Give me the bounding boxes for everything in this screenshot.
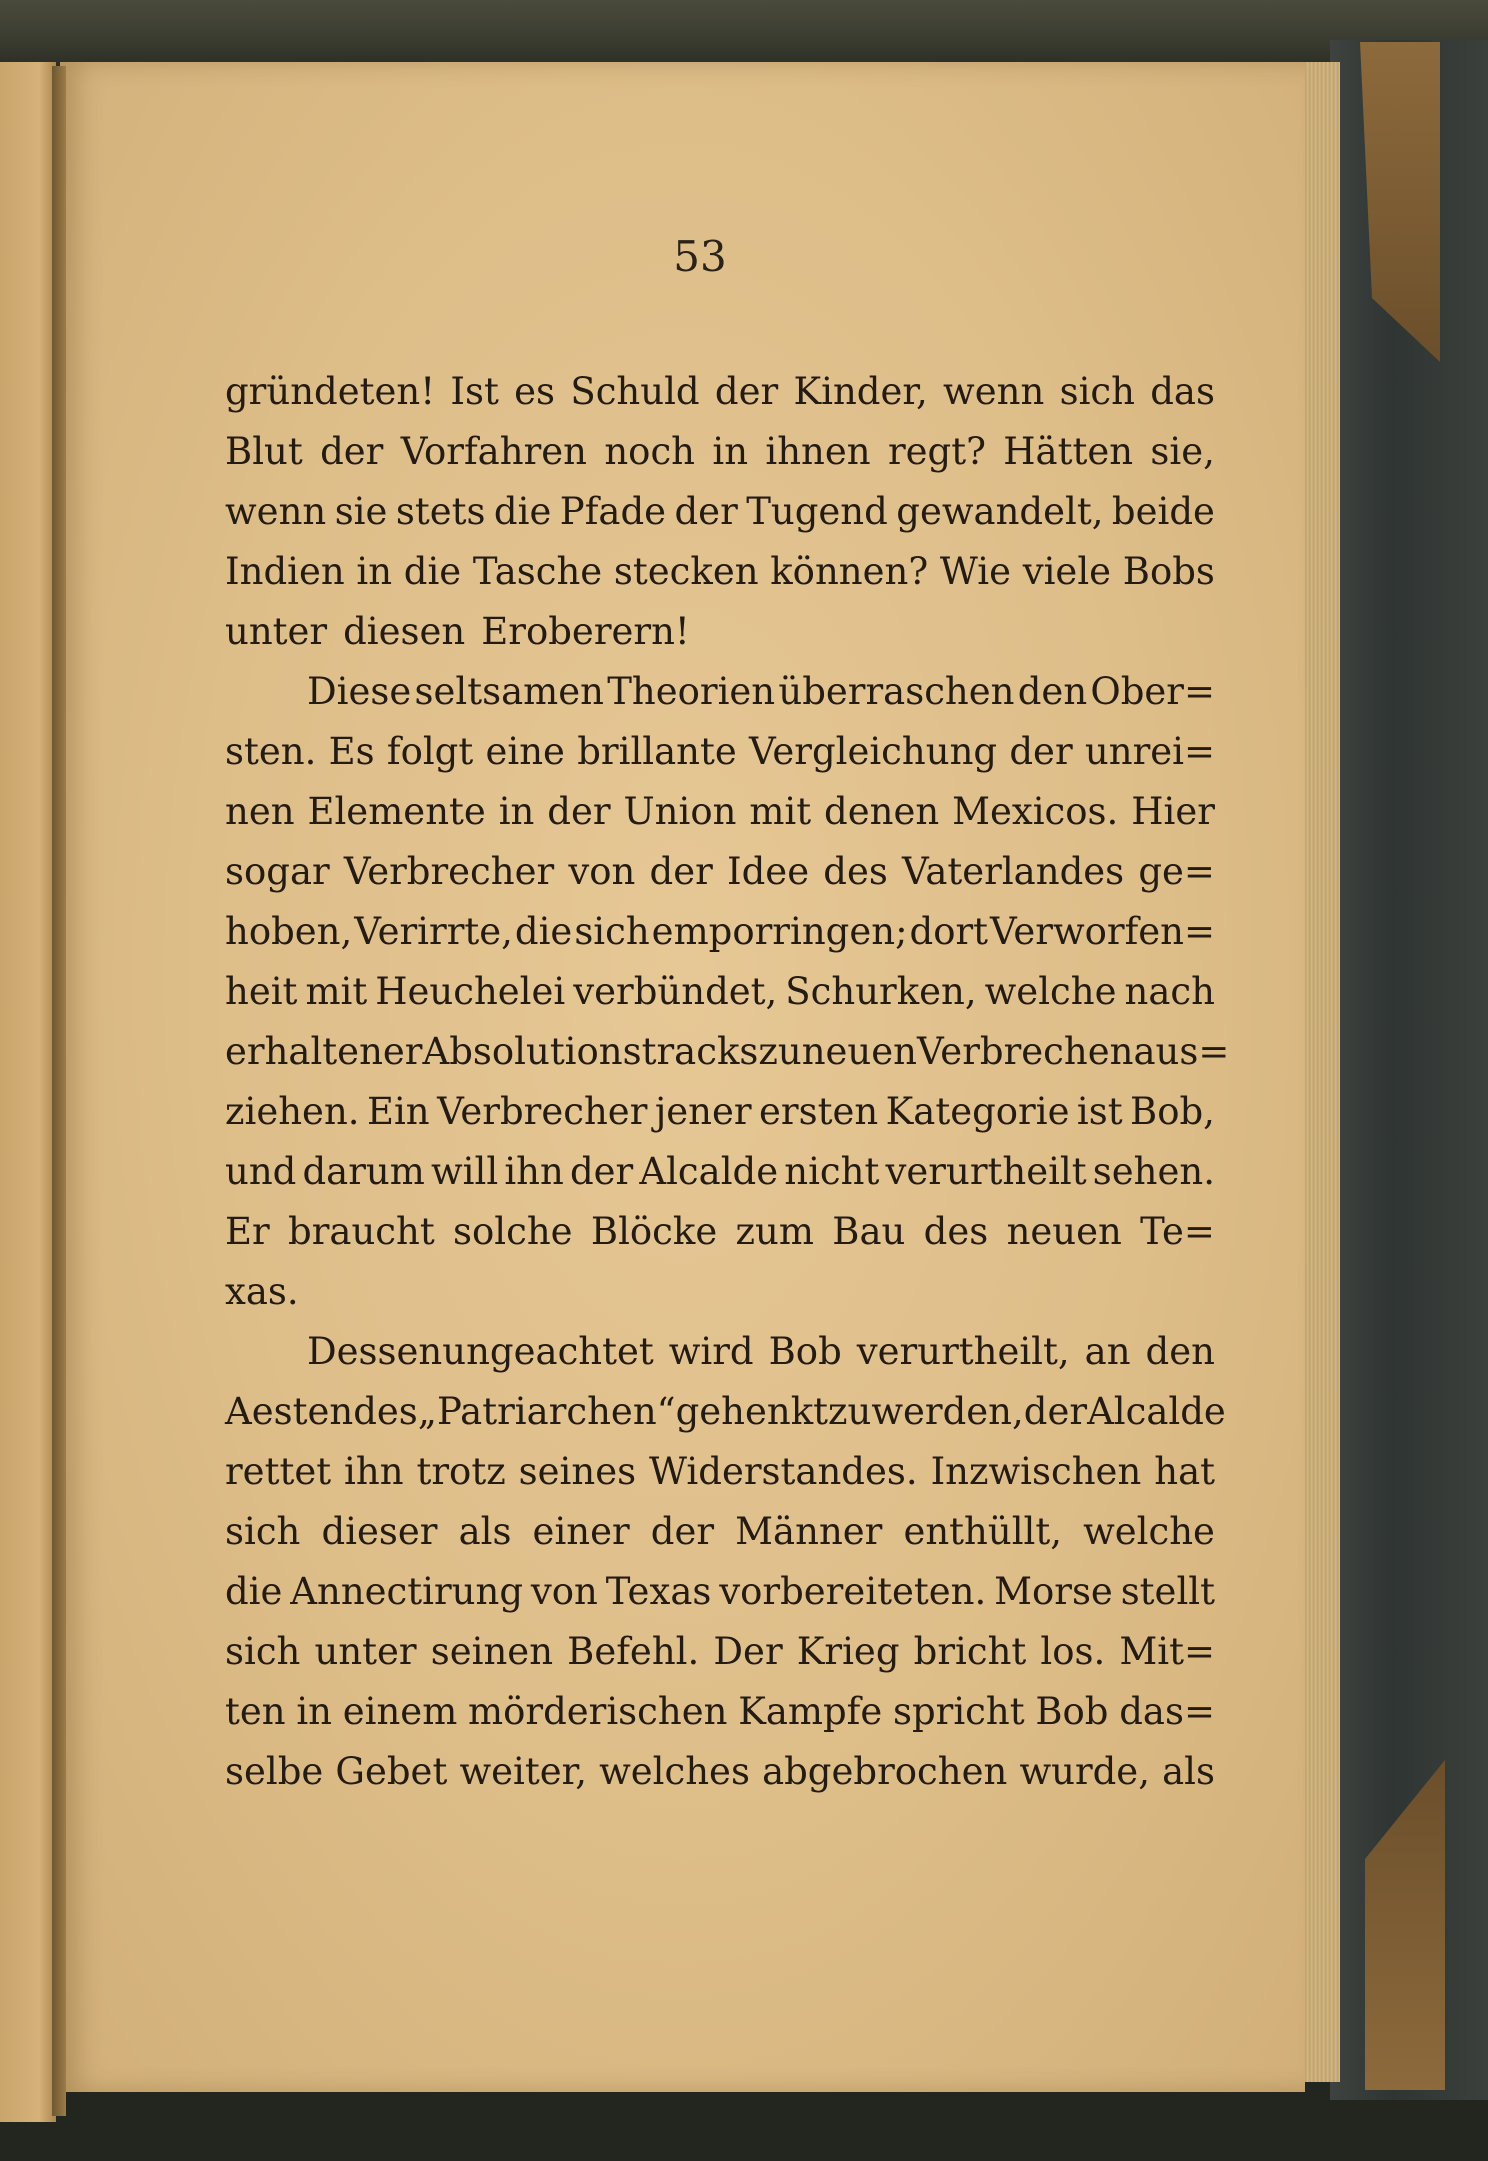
word: sogar	[225, 850, 330, 893]
word: will	[431, 1150, 499, 1193]
word: Widerstandes.	[649, 1450, 918, 1493]
word: mörderischen	[468, 1690, 728, 1733]
left-page-fragment	[0, 62, 56, 2122]
word: es	[514, 370, 556, 413]
text-line	[225, 722, 1215, 782]
text-line	[225, 842, 1215, 902]
word: „Patriarchen“	[417, 1390, 676, 1433]
word: Texas	[605, 1570, 712, 1613]
word: los.	[1040, 1630, 1106, 1673]
word: sehen.	[1092, 1150, 1215, 1193]
word: die	[225, 1570, 283, 1613]
word: Ober=	[1090, 670, 1215, 713]
word: Bob	[1035, 1690, 1109, 1733]
word: Diese	[307, 670, 412, 713]
text-line	[225, 1442, 1215, 1502]
text-line	[225, 902, 1215, 962]
text-line	[225, 782, 1215, 842]
word: ge=	[1138, 850, 1215, 893]
word: in	[498, 790, 535, 833]
word: Eroberern!	[481, 610, 690, 653]
word: sten.	[225, 730, 317, 773]
word: Alcalde	[639, 1150, 779, 1193]
word: hat	[1154, 1450, 1215, 1493]
word: in	[712, 430, 749, 473]
text-line	[225, 362, 1215, 422]
word: Mexicos.	[952, 790, 1119, 833]
word: und	[225, 1150, 297, 1193]
word: Annectirung	[290, 1570, 524, 1613]
word: der	[1009, 730, 1073, 773]
word: abgebrochen	[762, 1750, 1008, 1793]
text-line	[225, 542, 1215, 602]
word: erhaltener	[225, 1030, 423, 1073]
word: nicht	[784, 1150, 880, 1193]
word: die	[514, 910, 573, 953]
text-line	[225, 1142, 1215, 1202]
text-line	[225, 1502, 1215, 1562]
word: diesen	[343, 610, 466, 653]
word: von	[568, 850, 636, 893]
text-line	[225, 1562, 1215, 1622]
word: einer	[532, 1510, 630, 1553]
word: Aesten	[225, 1390, 354, 1433]
word: darum	[302, 1150, 425, 1193]
word: von	[530, 1570, 598, 1613]
word: Inzwischen	[930, 1450, 1142, 1493]
word: in	[356, 550, 393, 593]
word: Vergleichung	[749, 730, 998, 773]
word: jener	[654, 1090, 752, 1133]
word: Gebet	[335, 1750, 448, 1793]
word: Schuld	[570, 370, 700, 413]
word: Vaterlandes	[902, 850, 1125, 893]
word: heit	[225, 970, 298, 1013]
word: der	[649, 850, 713, 893]
word: wurde,	[1019, 1750, 1150, 1793]
text-line	[225, 1082, 1215, 1142]
text-line	[225, 1742, 1215, 1802]
word: neuen	[1006, 1210, 1122, 1253]
word: emporringen;	[651, 910, 908, 953]
word: der	[714, 370, 779, 413]
word: spricht	[892, 1690, 1025, 1733]
word: weiter,	[459, 1750, 587, 1793]
text-line	[225, 1322, 1215, 1382]
text-line	[225, 482, 1215, 542]
word: rettet	[225, 1450, 332, 1493]
word: welche	[1083, 1510, 1215, 1553]
word: den	[1017, 670, 1088, 713]
word: als	[458, 1510, 512, 1553]
word: Krieg	[796, 1630, 900, 1673]
word: Befehl.	[567, 1630, 700, 1673]
word: Ist	[450, 370, 499, 413]
word: Idee	[727, 850, 810, 893]
word: unrei=	[1084, 730, 1215, 773]
word: der	[569, 1150, 634, 1193]
word: Mit=	[1119, 1630, 1215, 1673]
word: noch	[604, 430, 696, 473]
word: ihn	[344, 1450, 404, 1493]
word: regt?	[887, 430, 986, 473]
book-top-edge	[0, 0, 1488, 70]
word: eine	[485, 730, 565, 773]
page-number: 53	[673, 232, 727, 281]
word: Heuchelei	[375, 970, 566, 1013]
word: aus=	[1133, 1030, 1230, 1073]
word: gehenkt	[675, 1390, 829, 1433]
word: Verirrte,	[354, 910, 513, 953]
word: können?	[770, 550, 929, 593]
word: Dessenungeachtet	[307, 1330, 654, 1373]
word: Pfade	[559, 490, 667, 533]
word: zu	[828, 1390, 872, 1433]
word: Theorien	[607, 670, 776, 713]
word: Es	[328, 730, 375, 773]
word: in	[296, 1690, 333, 1733]
word: Indien	[225, 550, 345, 593]
word: braucht	[288, 1210, 435, 1253]
word: Te=	[1140, 1210, 1215, 1253]
word: Hätten	[1003, 430, 1134, 473]
word: Bob,	[1130, 1090, 1215, 1133]
text-line	[225, 1382, 1226, 1442]
word: Wie	[939, 550, 1011, 593]
word: Vorfahren	[400, 430, 587, 473]
word: viele	[1022, 550, 1112, 593]
word: der	[674, 490, 738, 533]
word: Kinder,	[793, 370, 928, 413]
word: sich	[225, 1510, 301, 1553]
word: des	[923, 1210, 989, 1253]
book-page	[60, 62, 1305, 2092]
text-line	[225, 1262, 1215, 1322]
book-cover-right	[1330, 40, 1488, 2100]
word: werden,	[871, 1390, 1024, 1433]
word: der	[320, 430, 384, 473]
word: xas.	[225, 1270, 299, 1313]
word: verbündet,	[573, 970, 778, 1013]
text-line	[225, 1622, 1215, 1682]
text-line	[225, 422, 1215, 482]
word: Verworfen=	[990, 910, 1215, 953]
text-line	[225, 662, 1215, 722]
word: sie	[334, 490, 388, 533]
word: Bau	[832, 1210, 906, 1253]
word: solche	[453, 1210, 573, 1253]
word: brillante	[577, 730, 737, 773]
word: verurtheilt,	[856, 1330, 1070, 1373]
word: überraschen	[778, 670, 1015, 713]
text-line	[225, 1022, 1230, 1082]
word: dort	[909, 910, 989, 953]
word: wird	[668, 1330, 754, 1373]
page-stack-edge	[1300, 62, 1340, 2082]
word: verurtheilt	[885, 1150, 1087, 1193]
word: dieser	[321, 1510, 438, 1553]
word: welches	[599, 1750, 750, 1793]
word: Verbrecher	[343, 850, 555, 893]
word: ihn	[504, 1150, 564, 1193]
word: ihnen	[765, 430, 871, 473]
word: Der	[713, 1630, 783, 1673]
word: seinen	[430, 1630, 554, 1673]
word: Bobs	[1122, 550, 1215, 593]
word: Blöcke	[590, 1210, 718, 1253]
text-block	[225, 362, 1230, 1802]
word: als	[1162, 1750, 1215, 1793]
word: nen	[225, 790, 295, 833]
word: Union	[623, 790, 737, 833]
word: unter	[225, 610, 328, 653]
word: welche	[984, 970, 1117, 1013]
word: Tugend	[746, 490, 888, 533]
word: den	[1145, 1330, 1215, 1373]
word: bricht	[913, 1630, 1027, 1673]
word: neuen	[801, 1030, 917, 1073]
word: Verbrecher	[437, 1090, 648, 1133]
word: der	[1023, 1390, 1088, 1433]
word: sich	[225, 1630, 301, 1673]
word: stecken	[613, 550, 759, 593]
text-line	[225, 602, 1215, 662]
word: wenn	[943, 370, 1045, 413]
word: stellt	[1120, 1570, 1215, 1613]
word: beide	[1111, 490, 1215, 533]
word: mit	[305, 970, 368, 1013]
word: sich	[1059, 370, 1135, 413]
word: denen	[824, 790, 940, 833]
text-line	[225, 1202, 1215, 1262]
word: seines	[518, 1450, 637, 1493]
word: Absolution	[422, 1030, 623, 1073]
word: die	[403, 550, 462, 593]
word: Tasche	[472, 550, 603, 593]
word: ten	[225, 1690, 286, 1733]
word: der	[650, 1510, 715, 1553]
word: das	[1150, 370, 1215, 413]
text-line	[225, 962, 1215, 1022]
word: sich	[574, 910, 650, 953]
word: stracks	[622, 1030, 759, 1073]
word: seltsamen	[414, 670, 604, 713]
word: enthüllt,	[903, 1510, 1063, 1553]
word: einem	[342, 1690, 458, 1733]
word: des	[823, 850, 888, 893]
word: Kategorie	[885, 1090, 1070, 1133]
word: an	[1084, 1330, 1131, 1373]
word: Schurken,	[785, 970, 977, 1013]
word: die	[493, 490, 552, 533]
word: zu	[758, 1030, 802, 1073]
word: zum	[735, 1210, 814, 1253]
word: ziehen.	[225, 1090, 360, 1133]
word: trotz	[416, 1450, 506, 1493]
text-line	[225, 1682, 1215, 1742]
word: wenn	[225, 490, 327, 533]
word: mit	[749, 790, 812, 833]
word: Blut	[225, 430, 303, 473]
word: Bob	[768, 1330, 842, 1373]
word: ersten	[759, 1090, 879, 1133]
word: selbe	[225, 1750, 324, 1793]
word: Kampfe	[738, 1690, 883, 1733]
word: Ein	[366, 1090, 430, 1133]
word: gewandelt,	[896, 490, 1104, 533]
word: unter	[314, 1630, 417, 1673]
word: hoben,	[225, 910, 353, 953]
word: des	[353, 1390, 418, 1433]
word: Elemente	[307, 790, 486, 833]
word: ist	[1076, 1090, 1123, 1133]
word: Alcalde	[1087, 1390, 1226, 1433]
word: Er	[225, 1210, 270, 1253]
word: Verbrechen	[916, 1030, 1134, 1073]
word: Morse	[994, 1570, 1113, 1613]
word: sie,	[1150, 430, 1215, 473]
book-gutter	[52, 66, 66, 2116]
word: der	[547, 790, 611, 833]
word: folgt	[386, 730, 474, 773]
word: nach	[1124, 970, 1215, 1013]
word: Männer	[735, 1510, 883, 1553]
word: stets	[395, 490, 486, 533]
word: das=	[1119, 1690, 1215, 1733]
word: Hier	[1131, 790, 1215, 833]
word: vorbereiteten.	[719, 1570, 987, 1613]
word: gründeten!	[225, 370, 436, 413]
